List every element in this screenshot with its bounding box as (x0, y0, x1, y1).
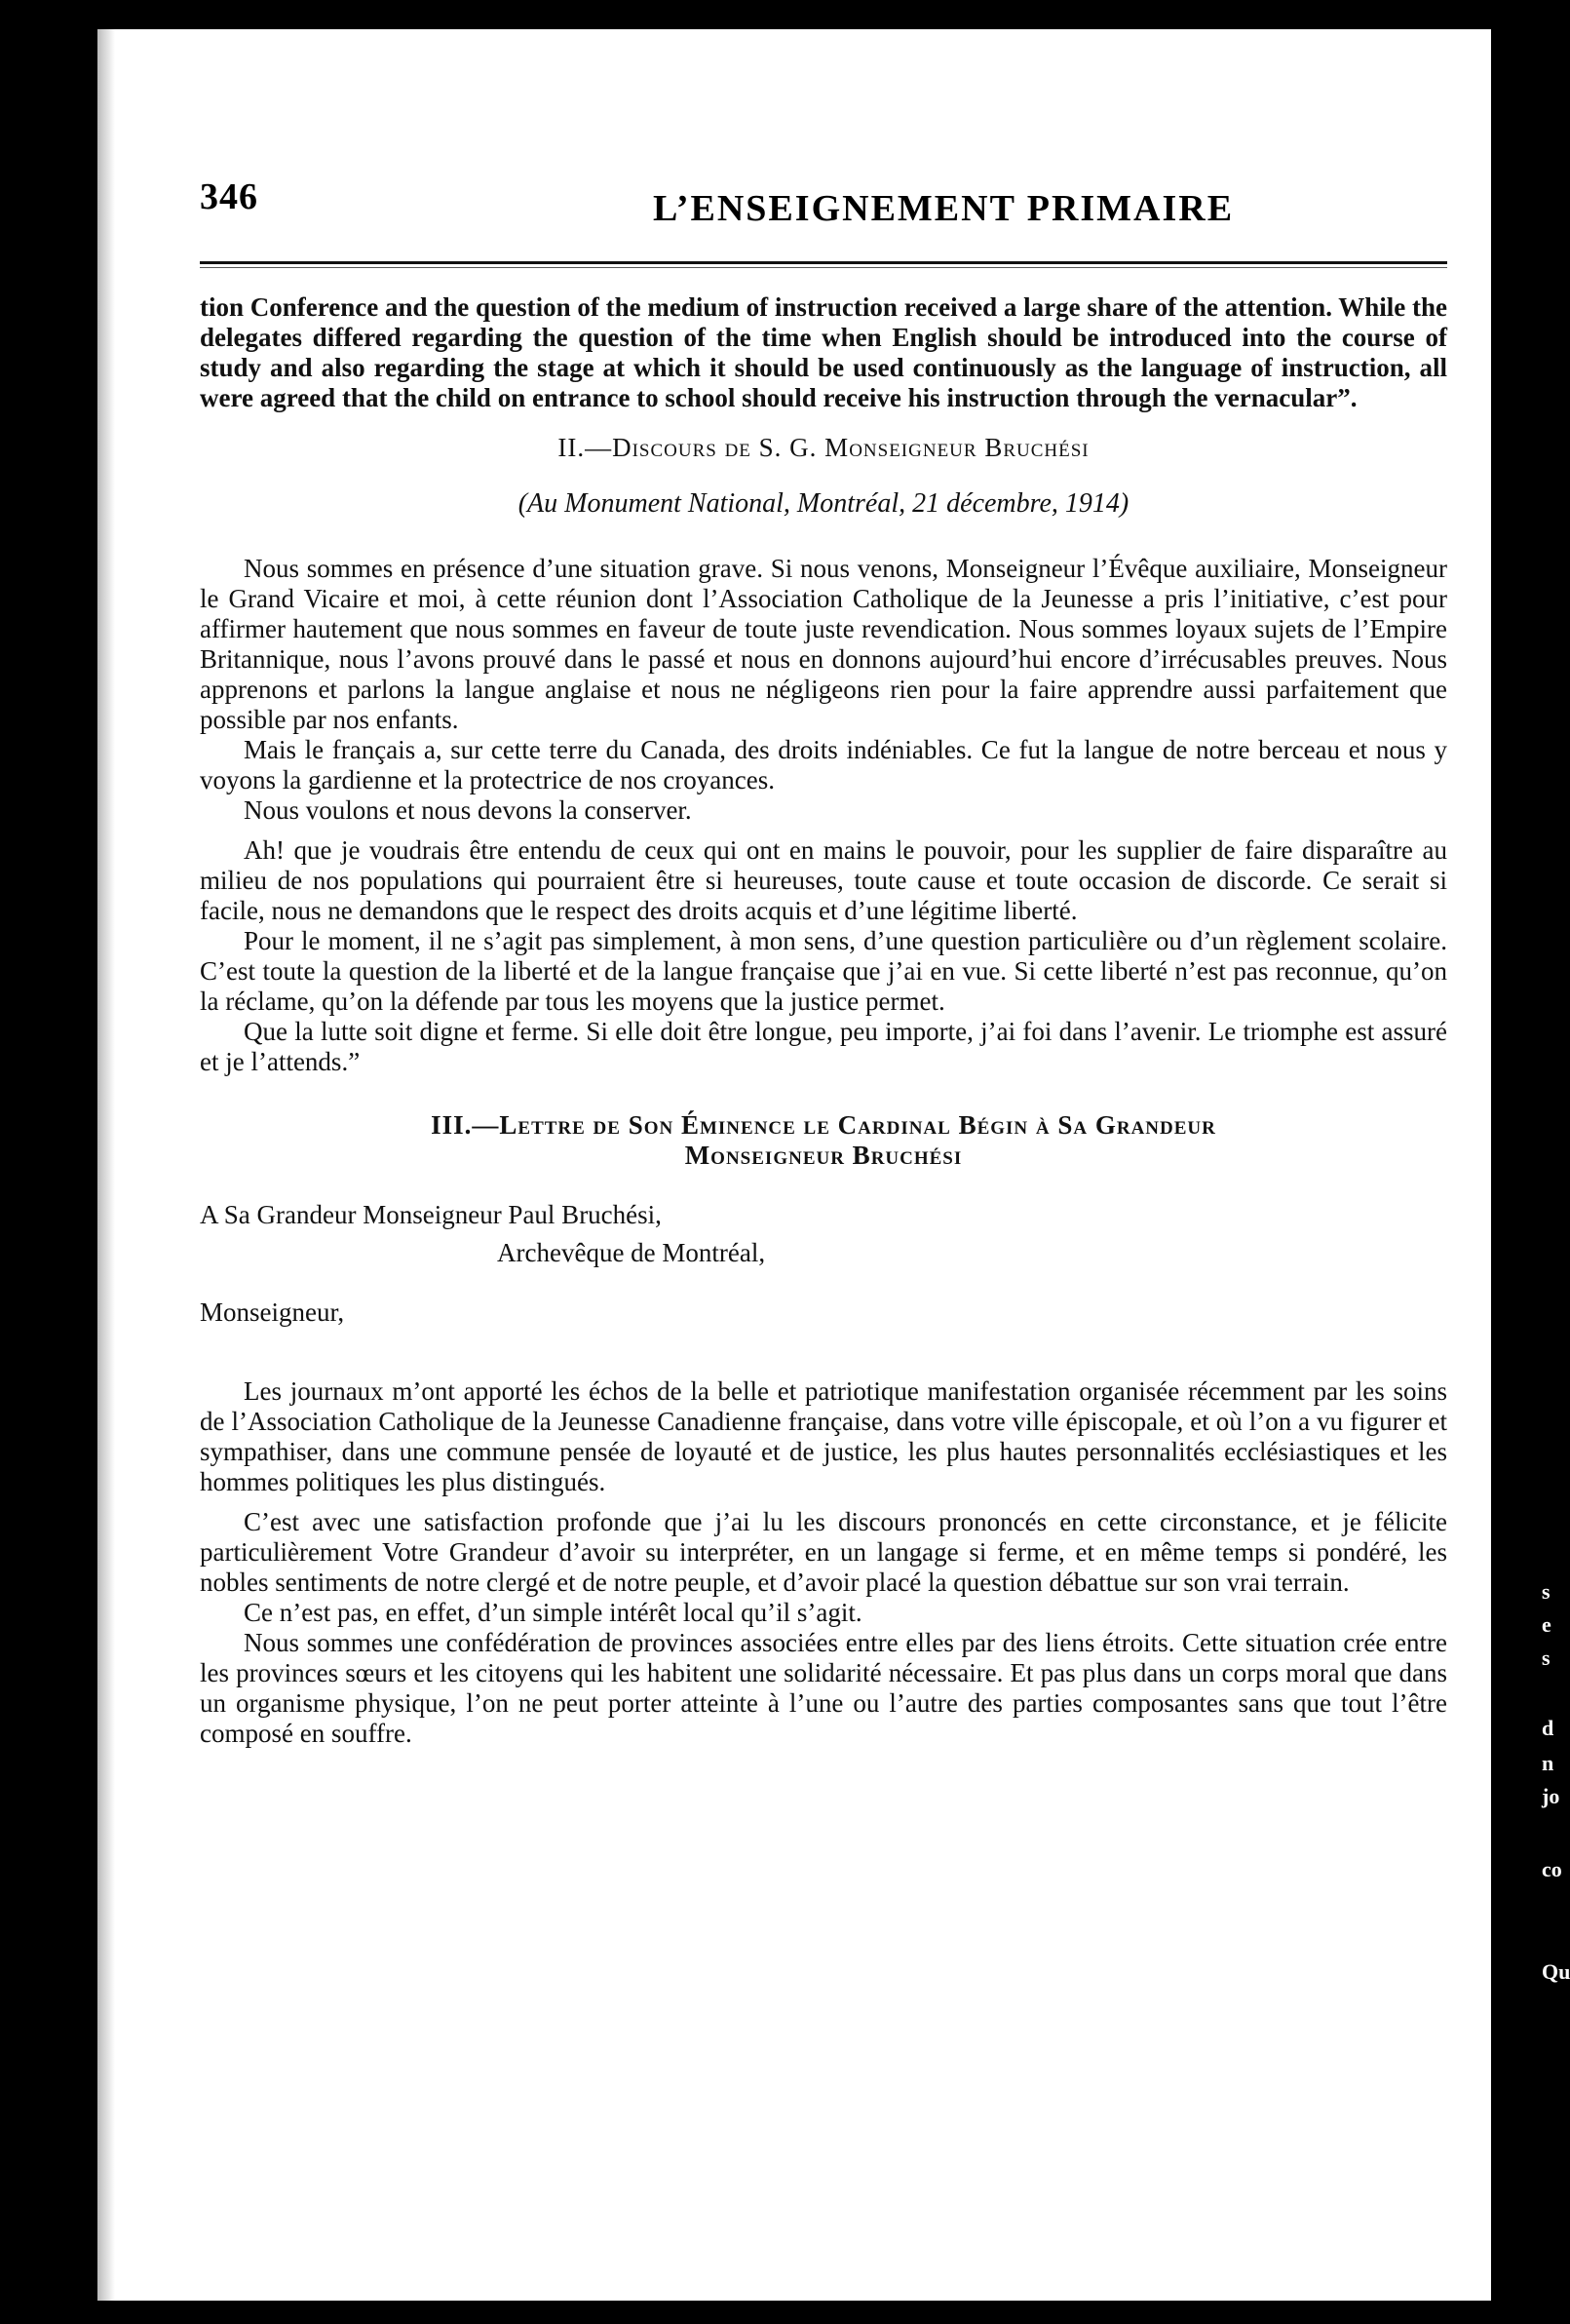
margin-fragment: d (1542, 1716, 1554, 1740)
letter-addressee-title: Archevêque de Montréal, (497, 1238, 766, 1267)
letter-addressee: A Sa Grandeur Monseigneur Paul Bruchési, (200, 1200, 662, 1229)
letter-heading (200, 1110, 1447, 1171)
paragraph: Nous sommes une confédération de provinces associées entre elles par des liens étroits. Cette situation crée entre les provinces sœurs et les citoyens qui les habitent une solidarité nécessaire. Et pas plus dans un corps moral que dans un organisme physique, l’on ne peut porter atteinte à l’une ou l’autre des parties composantes sans que tout l’être composé en souffre. (200, 1628, 1447, 1748)
paragraph: Ce n’est pas, en effet, d’un simple intérêt local qu’il s’agit. (244, 1598, 862, 1627)
header-rule (200, 261, 1447, 264)
margin-fragment: s (1542, 1579, 1551, 1604)
header-rule-thin (200, 267, 1447, 268)
adjacent-page-edge (1491, 0, 1570, 2324)
paragraph: Nous voulons et nous devons la conserver. (244, 795, 692, 825)
paragraph: Que la lutte soit digne et ferme. Si elle doit être longue, peu importe, j’ai foi dans l’avenir. Le triomphe est assuré et je l’attends.” (200, 1017, 1447, 1076)
section-heading: II.—Discours de S. G. Monseigneur Bruchési (557, 433, 1090, 462)
page-gutter-shadow (97, 29, 115, 2301)
paragraph: C’est avec une satisfaction profonde que j’ai lu les discours prononcés en cette circonstance, et je félicite particulièrement Votre Grandeur d’avoir su interpréter, en un langage si ferme, et en même temps si pondéré, les nobles sentiments de notre clergé et de notre peuple, et d’avoir placé la question débattue sur son vrai terrain. (200, 1507, 1447, 1597)
section-source: (Au Monument National, Montréal, 21 décembre, 1914) (517, 488, 1130, 519)
letter-salutation: Monseigneur, (200, 1298, 345, 1327)
letter-heading-line-2: Monseigneur Bruchési (684, 1141, 963, 1170)
margin-fragment: s (1542, 1646, 1551, 1670)
margin-fragment: jo (1542, 1784, 1560, 1808)
margin-fragment: e (1542, 1612, 1551, 1637)
main-text (200, 292, 1447, 1749)
paragraph: Pour le moment, il ne s’agit pas simplement, à mon sens, d’une question particulière ou d’un règlement scolaire. C’est toute la question de la liberté et de la langue française que j’ai en vue. Si cette liberté n’est pas reconnue, qu’on la réclame, qu’on la défende par tous les moyens que la justice permet. (200, 926, 1447, 1016)
letter-heading-line-1: III.—Lettre de Son Éminence le Cardinal Bégin à Sa Grandeur (431, 1110, 1216, 1140)
page-header (200, 166, 1447, 244)
paragraph: Ah! que je voudrais être entendu de ceux qui ont en mains le pouvoir, pour les supplier de faire disparaître au milieu de nos populations qui pourraient être si heureuses, toute cause et toute occasion de discorde. Ce serait si facile, nous ne demandons que le respect des droits acquis et d’une légitime liberté. (200, 835, 1447, 925)
margin-fragment: Qu (1542, 1959, 1570, 1984)
page-number: 346 (200, 176, 258, 217)
paragraph: Les journaux m’ont apporté les échos de la belle et patriotique manifestation organisée récemment par les soins de l’Association Catholique de la Jeunesse Canadienne française, dans votre ville épiscopale, et où l’on a vu figurer et sympathiser, dans une commune pensée de loyauté et de justice, les plus hautes personnalités ecclésiastiques et les hommes politiques les plus distingués. (200, 1376, 1447, 1496)
paragraph: Nous sommes en présence d’une situation grave. Si nous venons, Monseigneur l’Évêque auxiliaire, Monseigneur le Grand Vicaire et moi, à cette réunion dont l’Association Catholique de la Jeunesse a pris l’initiative, c’est pour affirmer hautement que nous sommes en faveur de toute juste revendication. Nous sommes loyaux sujets de l’Empire Britannique, nous l’avons prouvé dans le passé et nous en donnons aujourd’hui encore d’irrécusables preuves. Nous apprenons et parlons la langue anglaise et nous ne négligeons rien pour la faire apprendre aussi parfaitement que possible par nos enfants. (200, 554, 1447, 734)
continuation-paragraph: tion Conference and the question of the medium of instruction received a large share of the attention. While the delegates differed regarding the question of the time when English should be introduced into the course of study and also regarding the stage at which it should be used continuously as the language of instruction, all were agreed that the child on entrance to school should receive his instruction through the vernacular”. (200, 292, 1447, 412)
running-title: L’ENSEIGNEMENT PRIMAIRE (653, 188, 1235, 229)
margin-fragment: co (1542, 1857, 1562, 1881)
paragraph: Mais le français a, sur cette terre du Canada, des droits indéniables. Ce fut la langue de notre berceau et nous y voyons la gardienne et la protectrice de nos croyances. (200, 735, 1447, 794)
margin-fragment: n (1542, 1751, 1554, 1775)
